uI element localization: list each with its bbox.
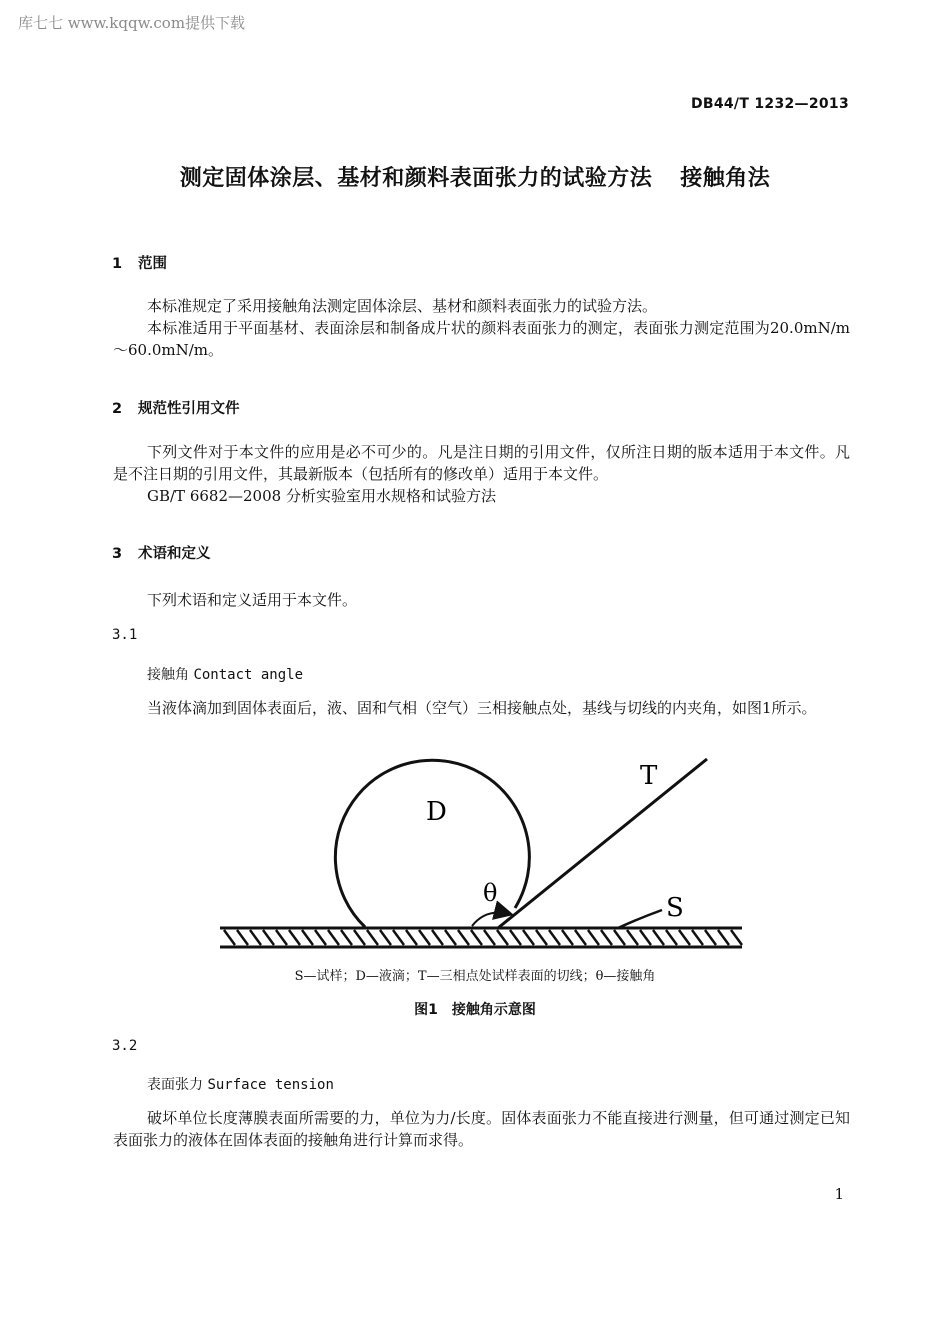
hatch-line bbox=[653, 930, 664, 945]
hatch-line bbox=[237, 930, 248, 945]
figure-title: 图1 接触角示意图 bbox=[414, 1002, 536, 1018]
hatch-line bbox=[393, 930, 404, 945]
paragraph: 本标准适用于平面基材、表面涂层和制备成片状的颜料表面张力的测定，表面张力测定范围为20.0mN/m～60.0mN/m。 bbox=[113, 319, 850, 359]
contact-angle-figure bbox=[210, 750, 750, 960]
hatch-line bbox=[341, 930, 352, 945]
hatch-line bbox=[263, 930, 274, 945]
hatch-line bbox=[302, 930, 313, 945]
section-1-heading bbox=[112, 252, 167, 273]
hatch-line bbox=[354, 930, 365, 945]
normative-reference: GB/T 6682—2008 分析实验室用水规格和试验方法 bbox=[147, 487, 496, 505]
hatch-line bbox=[562, 930, 573, 945]
hatch-line bbox=[419, 930, 430, 945]
s-leader bbox=[618, 910, 662, 928]
term-surface-tension bbox=[147, 1074, 334, 1094]
hatch-line bbox=[549, 930, 560, 945]
hatch-line bbox=[666, 930, 677, 945]
hatch-line bbox=[432, 930, 443, 945]
hatch-line bbox=[536, 930, 547, 945]
hatch-line bbox=[250, 930, 261, 945]
section-title: 术语和定义 bbox=[138, 546, 211, 562]
hatch-line bbox=[471, 930, 482, 945]
term-en: Contact angle bbox=[193, 667, 304, 683]
title-main: 测定固体涂层、基材和颜料表面张力的试验方法 bbox=[179, 166, 653, 191]
paragraph: 当液体滴加到固体表面后，液、固和气相（空气）三相接触点处，基线与切线的内夹角，如图1所示。 bbox=[147, 699, 817, 717]
hatch-line bbox=[380, 930, 391, 945]
page-number: 1 bbox=[834, 1185, 844, 1203]
hatch-line bbox=[640, 930, 651, 945]
hatch-line bbox=[224, 930, 235, 945]
hatch-line bbox=[406, 930, 417, 945]
paragraph: 下列文件对于本文件的应用是必不可少的。凡是注日期的引用文件，仅所注日期的版本适用于本文件。凡是不注日期的引用文件，其最新版本（包括所有的修改单）适用于本文件。 bbox=[113, 443, 850, 483]
clause-3-2-number: 3.2 bbox=[112, 1038, 138, 1054]
section-title: 范围 bbox=[138, 256, 167, 272]
section-1-body bbox=[113, 295, 850, 361]
hatch-line bbox=[679, 930, 690, 945]
label-s: S bbox=[666, 893, 684, 923]
hatch-line bbox=[367, 930, 378, 945]
clause-3-2-definition bbox=[113, 1107, 850, 1151]
title-sub: 接触角法 bbox=[680, 166, 771, 191]
hatch-line bbox=[705, 930, 716, 945]
term-cn: 接触角 bbox=[147, 667, 189, 683]
hatch-line bbox=[692, 930, 703, 945]
section-title: 规范性引用文件 bbox=[138, 401, 240, 417]
hatch-line bbox=[445, 930, 456, 945]
hatch-line bbox=[718, 930, 729, 945]
paragraph: 下列术语和定义适用于本文件。 bbox=[147, 591, 358, 609]
hatch-line bbox=[731, 930, 742, 945]
label-d: D bbox=[426, 797, 447, 827]
hatch-line bbox=[276, 930, 287, 945]
hatch-line bbox=[458, 930, 469, 945]
label-t: T bbox=[640, 761, 658, 791]
hatch-line bbox=[575, 930, 586, 945]
clause-3-1-number: 3.1 bbox=[112, 627, 138, 643]
term-contact-angle bbox=[147, 664, 303, 684]
hatch-line bbox=[484, 930, 495, 945]
substrate bbox=[220, 928, 742, 947]
term-cn: 表面张力 bbox=[147, 1077, 203, 1093]
label-theta: θ bbox=[483, 879, 498, 907]
section-number: 3 bbox=[112, 546, 123, 562]
section-3-body bbox=[113, 589, 850, 611]
hatch-line bbox=[614, 930, 625, 945]
hatch-line bbox=[328, 930, 339, 945]
hatch-line bbox=[523, 930, 534, 945]
hatch-line bbox=[588, 930, 599, 945]
hatch-line bbox=[497, 930, 508, 945]
droplet-outline bbox=[335, 760, 529, 927]
section-2-heading bbox=[112, 397, 240, 418]
paragraph: 本标准规定了采用接触角法测定固体涂层、基材和颜料表面张力的试验方法。 bbox=[147, 297, 658, 315]
standard-number: DB44/T 1232—2013 bbox=[690, 96, 849, 112]
clause-3-1-definition bbox=[113, 697, 850, 719]
figure-caption: S—试样；D—液滴；T—三相点处试样表面的切线；θ—接触角 bbox=[294, 969, 656, 984]
section-2-body bbox=[113, 441, 850, 507]
hatch-line bbox=[510, 930, 521, 945]
hatch-line bbox=[289, 930, 300, 945]
section-number: 2 bbox=[112, 401, 123, 417]
paragraph: 破坏单位长度薄膜表面所需要的力，单位为力/长度。固体表面张力不能直接进行测量，但可通过测定已知表面张力的液体在固体表面的接触角进行计算而求得。 bbox=[113, 1109, 850, 1149]
page-title bbox=[0, 161, 950, 192]
section-number: 1 bbox=[112, 256, 123, 272]
term-en: Surface tension bbox=[207, 1077, 334, 1093]
hatch-line bbox=[627, 930, 638, 945]
section-3-heading bbox=[112, 542, 211, 563]
hatch-line bbox=[601, 930, 612, 945]
hatch-line bbox=[315, 930, 326, 945]
watermark: 库七七 www.kqqw.com提供下载 bbox=[18, 14, 246, 32]
